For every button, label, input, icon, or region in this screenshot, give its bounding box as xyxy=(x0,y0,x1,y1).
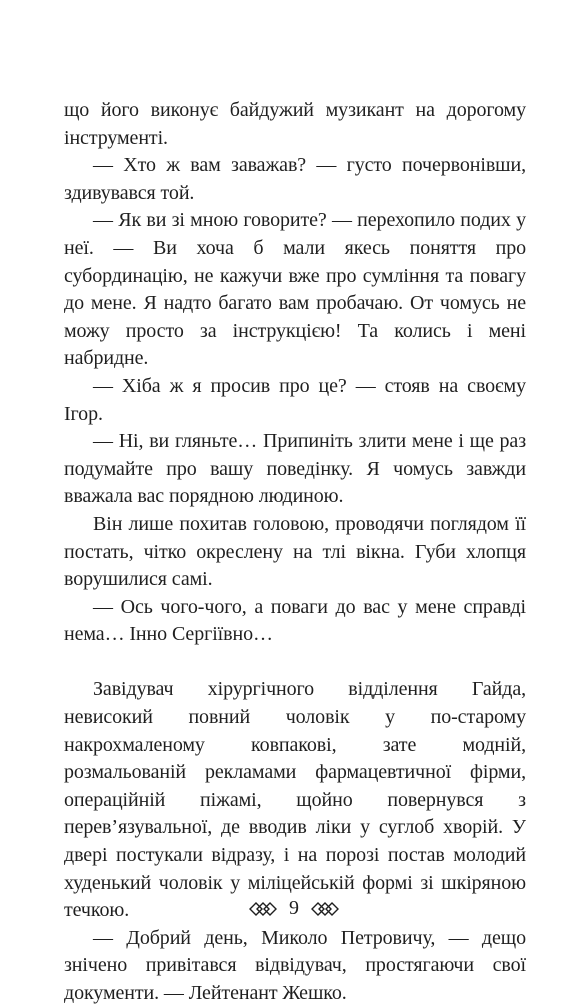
paragraph-dialogue: — Хто ж вам заважав? — густо почервонівши, здивувався той. xyxy=(64,154,526,204)
left-ornament-icon xyxy=(249,902,277,916)
section-break xyxy=(64,649,526,677)
page-number: 9 xyxy=(289,897,299,919)
paragraph-continuation: що його виконує байдужий музикант на дорогому інструменті. xyxy=(64,99,526,149)
right-ornament-icon xyxy=(311,902,339,916)
paragraph-dialogue: — Хіба ж я просив про це? — стояв на своєму Ігор. xyxy=(64,374,526,425)
paragraph-dialogue: — Добрий день, Миколо Петровичу, — дещо знічено привітався відвідувач, простягаючи свої документи. — Лейтенант Жешко. xyxy=(64,926,526,1004)
paragraph-narration: Він лише похитав головою, проводячи поглядом її постать, чітко окреслену на тлі вікна. Губи хлопця ворушилися самі. xyxy=(64,512,526,591)
paragraph-dialogue: — Як ви зі мною говорите? — перехопило подих у неї. — Ви хоча б мали якесь поняття про субординацію, не кажучи вже про сумління та повагу до мене. Я надто багато вам пробачаю. От чомусь не можу просто за інструкцією! Та колись і мені набридне. xyxy=(64,209,526,370)
paragraph-dialogue: — Ні, ви гляньте… Припиніть злити мене і ще раз подумайте про вашу поведінку. Я чомусь завжди вважала вас порядною людиною. xyxy=(64,430,526,508)
page-footer xyxy=(0,897,588,920)
paragraph-narration: Завідувач хірургічного відділення Гайда, невисокий повний чоловік у по-старому накрохмаленому ковпакові, зате модній, розмальованій рекламами фармацевтичної фірми, операційній піжамі, щойно повернувся з перев’язувальної, де вводив ліки у суглоб хворій. У двері постукали відразу, і на порозі постав молодий худенький чоловік у міліцейській формі зі шкіряною течкою. xyxy=(64,678,526,922)
book-page-text xyxy=(64,97,526,1008)
paragraph-dialogue: — Ось чого-чого, а поваги до вас у мене справді нема… Інно Сергіївно… xyxy=(64,595,526,646)
